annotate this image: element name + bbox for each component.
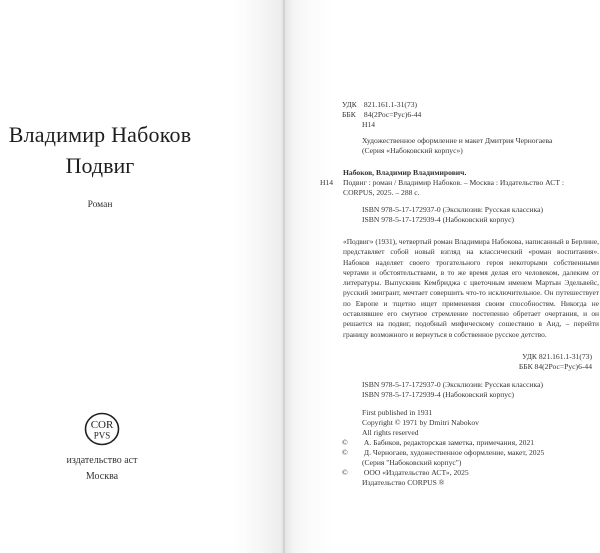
bbk-line — [342, 110, 421, 120]
publisher-name: издательство аст — [66, 455, 138, 466]
copyright-text: Д. Черногаев, художественное оформление, макет, 2025 — [363, 448, 545, 457]
udk-repeat: УДК 821.161.1-31(73) — [522, 352, 592, 361]
copyright-symbol: © — [342, 468, 348, 477]
udk-value: 821.161.1-31(73) — [363, 100, 418, 109]
isbn-bottom-1: ISBN 978-5-17-172937-0 (Эксклюзив: Русская классика) — [362, 380, 544, 389]
svg-text:PVS: PVS — [93, 430, 111, 441]
bbk-repeat: ББК 84(2Рос=Рус)6-44 — [518, 362, 592, 371]
bib-author-heading: Набоков, Владимир Владимирович. — [343, 168, 467, 177]
bbk-value: 84(2Рос=Рус)6-44 — [363, 110, 422, 119]
isbn-bottom-2: ISBN 978-5-17-172939-4 (Набоковский корпус) — [362, 390, 515, 399]
book-title: Подвиг — [65, 153, 135, 178]
author-mark: Н14 — [362, 120, 376, 129]
publication-city: Москва — [85, 471, 119, 482]
genre-label: Роман — [87, 200, 113, 210]
series-note: (Серия «Набоковский корпус») — [362, 146, 463, 155]
book-annotation — [343, 237, 599, 340]
bib-line-1: Подвиг : роман / Владимир Набоков. – Москва : Издательство АСТ : — [343, 178, 564, 187]
author-name: Владимир Набоков — [8, 122, 192, 147]
rights-reserved: All rights reserved — [362, 428, 419, 437]
copyright-entry-3 — [342, 468, 469, 478]
copyright-text: А. Бабиков, редакторская заметка, примечания, 2021 — [363, 438, 535, 447]
bib-mark: Н14 — [320, 178, 334, 187]
svg-text:COR: COR — [90, 419, 114, 431]
udk-label: УДК — [342, 100, 357, 109]
copyright-entry-2-series: (Серия "Набоковский корпус") — [362, 458, 462, 467]
book-spine-gutter — [283, 0, 285, 553]
design-credit: Художественное оформление и макет Дмитрия Черногаева — [362, 136, 553, 145]
first-published: First published in 1931 — [362, 408, 433, 417]
copyright-entry-2 — [342, 448, 544, 458]
udk-line — [342, 100, 417, 110]
corpus-logo-icon — [83, 411, 121, 447]
bbk-label: ББК — [342, 110, 356, 119]
copyright-line: Copyright © 1971 by Dmitri Nabokov — [362, 418, 479, 427]
bib-line-2: CORPUS, 2025. – 288 с. — [343, 188, 420, 197]
copyright-symbol: © — [342, 448, 348, 457]
annotation-text: «Подвиг» (1931), четвертый роман Владимира Набокова, написанный в Берлине, представляет собой новый взгляд на классический «роман воспитания». Набоков наделяет своего трогательного героя некоторыми собственными чертами и обстоятельствами, в то же время делая его человеком, далеким от литературы. Выпускник Кембриджа с цветочным именем Мартын Эдельвейс, русский эмигрант, мечтает совершить что-то исключительное. Он путешествует по Европе и тщетно ищет применения своим способностям. Никогда не оставлявшее его смутное стремление постепенно обретает очертания, и он решается на подвиг, подобный мифическому сошествию в Аид, – перейти границу возможного и вернуться в собственное русское детство. — [343, 237, 599, 339]
copyright-entry-3-imprint: Издательство CORPUS ® — [362, 478, 445, 487]
copyright-text: ООО «Издательство АСТ», 2025 — [363, 468, 469, 477]
copyright-entry-1 — [342, 438, 534, 448]
isbn-top-1: ISBN 978-5-17-172937-0 (Эксклюзив: Русская классика) — [362, 205, 544, 214]
copyright-symbol: © — [342, 438, 348, 447]
isbn-top-2: ISBN 978-5-17-172939-4 (Набоковский корпус) — [362, 215, 515, 224]
